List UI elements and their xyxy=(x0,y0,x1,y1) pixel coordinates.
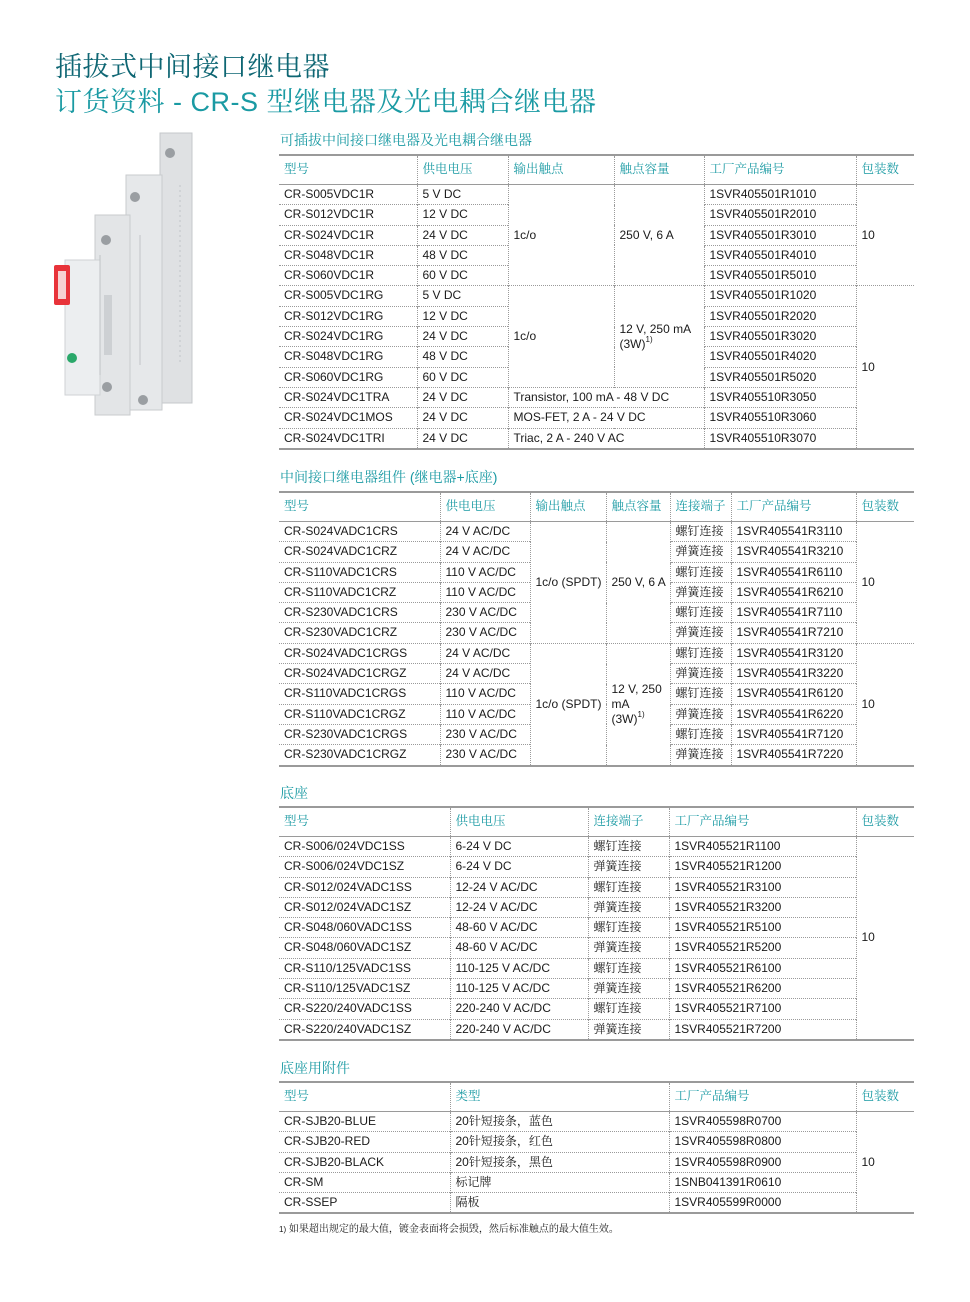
code-cell: 1SVR405501R2020 xyxy=(704,306,856,326)
code-cell: 1SVR405521R5200 xyxy=(669,938,856,958)
code-cell: 1SVR405501R5010 xyxy=(704,266,856,286)
voltage-cell: 48-60 V AC/DC xyxy=(450,918,588,938)
code-cell: 1SVR405510R3070 xyxy=(704,428,856,449)
code-cell: 1SVR405541R6120 xyxy=(731,684,856,704)
code-cell: 1SVR405521R3100 xyxy=(669,877,856,897)
model-cell: CR-S012VDC1R xyxy=(279,205,417,225)
output-cell: 1c/o xyxy=(508,185,614,286)
col-header-output: 输出触点 xyxy=(508,155,614,185)
table-row xyxy=(279,857,914,877)
table-row xyxy=(279,897,914,917)
voltage-cell: 220-240 V AC/DC xyxy=(450,1019,588,1040)
terminal-cell: 螺钉连接 xyxy=(670,522,731,542)
terminal-cell: 螺钉连接 xyxy=(670,724,731,744)
capacity-cell xyxy=(614,286,704,387)
code-cell: 1SVR405541R3210 xyxy=(731,542,856,562)
model-cell: CR-S024VDC1MOS xyxy=(279,408,417,428)
voltage-cell: 6-24 V DC xyxy=(450,857,588,877)
voltage-cell: 110 V AC/DC xyxy=(440,704,530,724)
code-cell: 1SVR405501R3020 xyxy=(704,327,856,347)
voltage-cell: 60 V DC xyxy=(417,367,508,387)
col-header-pack: 包装数 xyxy=(856,492,914,522)
voltage-cell: 12 V DC xyxy=(417,205,508,225)
socket-table xyxy=(279,806,914,1041)
col-header-pack: 包装数 xyxy=(856,155,914,185)
code-cell: 1SVR405541R6210 xyxy=(731,582,856,602)
section-title-accessories: 底座用附件 xyxy=(280,1060,350,1076)
table-row xyxy=(279,1132,914,1152)
code-cell: 1SVR405521R6100 xyxy=(669,958,856,978)
code-cell: 1SVR405510R3050 xyxy=(704,387,856,407)
col-header-terminal: 连接端子 xyxy=(588,807,669,837)
table-row xyxy=(279,918,914,938)
voltage-cell: 110-125 V AC/DC xyxy=(450,979,588,999)
terminal-cell: 螺钉连接 xyxy=(670,684,731,704)
code-cell: 1SVR405501R1020 xyxy=(704,286,856,306)
code-cell: 1SVR405541R3220 xyxy=(731,664,856,684)
pack-cell: 10 xyxy=(856,1112,914,1214)
pack-cell: 10 xyxy=(856,286,914,449)
col-header-code: 工厂产品编号 xyxy=(669,807,856,837)
col-header-code: 工厂产品编号 xyxy=(669,1082,856,1112)
code-cell: 1SVR405510R3060 xyxy=(704,408,856,428)
code-cell: 1SVR405521R7200 xyxy=(669,1019,856,1040)
output-cell: 1c/o (SPDT) xyxy=(530,643,606,765)
page-title: 插拔式中间接口继电器 xyxy=(55,52,330,82)
pack-cell: 10 xyxy=(856,522,914,644)
table-row xyxy=(279,408,914,428)
capacity-cell xyxy=(606,643,670,765)
code-cell: 1SVR405599R0000 xyxy=(669,1193,856,1214)
voltage-cell: 230 V AC/DC xyxy=(440,603,530,623)
code-cell: 1SVR405521R5100 xyxy=(669,918,856,938)
model-cell: CR-S024VADC1CRGS xyxy=(279,643,440,663)
accessory-table xyxy=(279,1081,914,1214)
pack-cell: 10 xyxy=(856,185,914,286)
col-header-capacity: 触点容量 xyxy=(606,492,670,522)
terminal-cell: 螺钉连接 xyxy=(670,562,731,582)
code-cell: 1SVR405598R0800 xyxy=(669,1132,856,1152)
voltage-cell: 110 V AC/DC xyxy=(440,684,530,704)
voltage-cell: 48 V DC xyxy=(417,347,508,367)
table-row xyxy=(279,643,914,663)
voltage-cell: 110 V AC/DC xyxy=(440,562,530,582)
terminal-cell: 弹簧连接 xyxy=(670,704,731,724)
code-cell: 1SVR405501R3010 xyxy=(704,225,856,245)
footnote xyxy=(279,1220,619,1235)
terminal-cell: 螺钉连接 xyxy=(670,603,731,623)
col-header-voltage: 供电电压 xyxy=(440,492,530,522)
capacity-cell: 250 V, 6 A xyxy=(614,185,704,286)
model-cell: CR-S230VADC1CRZ xyxy=(279,623,440,643)
model-cell: CR-SJB20-BLUE xyxy=(284,1114,377,1128)
table-row xyxy=(279,837,914,857)
output-cell: MOS-FET, 2 A - 24 V DC xyxy=(508,408,704,428)
model-cell: CR-S230VADC1CRGS xyxy=(279,724,440,744)
voltage-cell: 24 V AC/DC xyxy=(440,522,530,542)
relay-table xyxy=(279,154,914,450)
table-row xyxy=(279,428,914,449)
voltage-cell: 230 V AC/DC xyxy=(440,623,530,643)
table-row xyxy=(279,185,914,205)
terminal-cell: 弹簧连接 xyxy=(588,979,669,999)
model-cell: CR-S024VDC1TRI xyxy=(279,428,417,449)
footnote-marker: 1) xyxy=(279,1225,287,1234)
code-cell: 1SVR405521R1200 xyxy=(669,857,856,877)
voltage-cell: 24 V AC/DC xyxy=(440,664,530,684)
section-title-sockets: 底座 xyxy=(280,785,308,801)
table-row xyxy=(279,1172,914,1192)
model-cell: CR-S006/024VDC1SZ xyxy=(279,857,450,877)
table-row xyxy=(279,1152,914,1172)
code-cell: 1SVR405541R3110 xyxy=(731,522,856,542)
col-header-code: 工厂产品编号 xyxy=(731,492,856,522)
model-cell: CR-S024VADC1CRS xyxy=(284,524,398,538)
model-cell: CR-S060VDC1R xyxy=(279,266,417,286)
type-cell: 标记牌 xyxy=(450,1172,669,1192)
terminal-cell: 螺钉连接 xyxy=(588,999,669,1019)
code-cell: 1SVR405521R1100 xyxy=(669,837,856,857)
footnote-ref: 1) xyxy=(637,709,645,719)
output-cell: Triac, 2 A - 240 V AC xyxy=(508,428,704,449)
capacity-value: 12 V, 250 mA (3W) xyxy=(619,321,691,351)
model-cell: CR-S006/024VDC1SS xyxy=(284,839,405,853)
footnote-ref: 1) xyxy=(645,334,653,344)
capacity-cell: 250 V, 6 A xyxy=(606,522,670,644)
model-cell: CR-S005VDC1R xyxy=(284,187,375,201)
table-row xyxy=(279,286,914,306)
capacity-value: 12 V, 250 mA (3W) xyxy=(611,681,662,726)
table-row xyxy=(279,877,914,897)
pack-cell: 10 xyxy=(856,643,914,765)
terminal-cell: 弹簧连接 xyxy=(588,857,669,877)
voltage-cell: 110 V AC/DC xyxy=(440,582,530,602)
terminal-cell: 弹簧连接 xyxy=(670,745,731,766)
col-header-voltage: 供电电压 xyxy=(450,807,588,837)
terminal-cell: 弹簧连接 xyxy=(670,582,731,602)
output-cell: 1c/o (SPDT) xyxy=(530,522,606,644)
model-cell: CR-S110/125VADC1SS xyxy=(279,958,450,978)
voltage-cell: 24 V AC/DC xyxy=(440,643,530,663)
model-cell: CR-S024VADC1CRZ xyxy=(279,542,440,562)
code-cell: 1SVR405541R6220 xyxy=(731,704,856,724)
model-cell: CR-S048VDC1RG xyxy=(279,347,417,367)
model-cell: CR-S012VDC1RG xyxy=(279,306,417,326)
model-cell: CR-S024VDC1RG xyxy=(279,327,417,347)
output-cell: 1c/o xyxy=(508,286,614,387)
table-row xyxy=(279,938,914,958)
terminal-cell: 螺钉连接 xyxy=(588,918,669,938)
model-cell: CR-S048/060VADC1SS xyxy=(279,918,450,938)
voltage-cell: 230 V AC/DC xyxy=(440,745,530,766)
section-title-relays: 可插拔中间接口继电器及光电耦合继电器 xyxy=(280,132,532,148)
col-header-model: 型号 xyxy=(279,155,417,185)
table-row xyxy=(279,979,914,999)
col-header-model: 型号 xyxy=(279,1082,450,1112)
code-cell: 1SNB041391R0610 xyxy=(669,1172,856,1192)
terminal-cell: 弹簧连接 xyxy=(588,1019,669,1040)
col-header-type: 类型 xyxy=(450,1082,669,1112)
table-row xyxy=(279,958,914,978)
voltage-cell: 48 V DC xyxy=(417,245,508,265)
code-cell: 1SVR405541R3120 xyxy=(731,643,856,663)
footnote-text: 如果超出规定的最大值，镀金表面将会损毁，然后标准触点的最大值生效。 xyxy=(288,1224,619,1235)
terminal-cell: 螺钉连接 xyxy=(670,643,731,663)
col-header-model: 型号 xyxy=(279,807,450,837)
relay-product-image xyxy=(40,125,210,420)
relay-kit-table xyxy=(279,491,914,767)
model-cell: CR-S048VDC1R xyxy=(279,245,417,265)
col-header-terminal: 连接端子 xyxy=(670,492,731,522)
code-cell: 1SVR405501R2010 xyxy=(704,205,856,225)
code-cell: 1SVR405598R0900 xyxy=(669,1152,856,1172)
terminal-cell: 弹簧连接 xyxy=(670,623,731,643)
code-cell: 1SVR405521R3200 xyxy=(669,897,856,917)
voltage-cell: 24 V AC/DC xyxy=(440,542,530,562)
voltage-cell: 60 V DC xyxy=(417,266,508,286)
model-cell: CR-S024VDC1R xyxy=(279,225,417,245)
model-cell: CR-SJB20-RED xyxy=(279,1132,450,1152)
code-cell: 1SVR405541R6110 xyxy=(731,562,856,582)
voltage-cell: 5 V DC xyxy=(417,286,508,306)
model-cell: CR-SSEP xyxy=(279,1193,450,1214)
terminal-cell: 弹簧连接 xyxy=(670,542,731,562)
code-cell: 1SVR405541R7220 xyxy=(731,745,856,766)
page-subtitle: 订货资料 - CR-S 型继电器及光电耦合继电器 xyxy=(55,87,597,117)
voltage-cell: 12-24 V AC/DC xyxy=(450,897,588,917)
voltage-cell: 5 V DC xyxy=(417,185,508,205)
type-cell: 20针短接条，蓝色 xyxy=(450,1112,669,1132)
table-row xyxy=(279,1112,914,1132)
table-row xyxy=(279,999,914,1019)
code-cell: 1SVR405521R6200 xyxy=(669,979,856,999)
model-cell: CR-S220/240VADC1SS xyxy=(279,999,450,1019)
model-cell: CR-S220/240VADC1SZ xyxy=(279,1019,450,1040)
type-cell: 20针短接条，黑色 xyxy=(450,1152,669,1172)
model-cell: CR-S110VADC1CRGS xyxy=(279,684,440,704)
model-cell: CR-S024VDC1TRA xyxy=(279,387,417,407)
section-title-relay-kits: 中间接口继电器组件 (继电器+底座) xyxy=(280,469,498,485)
code-cell: 1SVR405541R7120 xyxy=(731,724,856,744)
terminal-cell: 弹簧连接 xyxy=(670,664,731,684)
col-header-code: 工厂产品编号 xyxy=(704,155,856,185)
voltage-cell: 12-24 V AC/DC xyxy=(450,877,588,897)
model-cell: CR-S024VADC1CRGZ xyxy=(279,664,440,684)
voltage-cell: 24 V DC xyxy=(417,408,508,428)
model-cell: CR-S048/060VADC1SZ xyxy=(279,938,450,958)
terminal-cell: 螺钉连接 xyxy=(588,837,669,857)
voltage-cell: 110-125 V AC/DC xyxy=(450,958,588,978)
col-header-voltage: 供电电压 xyxy=(417,155,508,185)
code-cell: 1SVR405521R7100 xyxy=(669,999,856,1019)
code-cell: 1SVR405541R7110 xyxy=(731,603,856,623)
type-cell: 20针短接条，红色 xyxy=(450,1132,669,1152)
voltage-cell: 24 V DC xyxy=(417,428,508,449)
voltage-cell: 24 V DC xyxy=(417,225,508,245)
terminal-cell: 螺钉连接 xyxy=(588,958,669,978)
model-cell: CR-S005VDC1RG xyxy=(279,286,417,306)
code-cell: 1SVR405501R4010 xyxy=(704,245,856,265)
table-row xyxy=(279,387,914,407)
code-cell: 1SVR405501R1010 xyxy=(704,185,856,205)
model-cell: CR-S060VDC1RG xyxy=(279,367,417,387)
model-cell: CR-S230VADC1CRS xyxy=(279,603,440,623)
model-cell: CR-S230VADC1CRGZ xyxy=(279,745,440,766)
terminal-cell: 弹簧连接 xyxy=(588,897,669,917)
voltage-cell: 230 V AC/DC xyxy=(440,724,530,744)
model-cell: CR-SJB20-BLACK xyxy=(279,1152,450,1172)
code-cell: 1SVR405501R4020 xyxy=(704,347,856,367)
table-row xyxy=(279,522,914,542)
type-cell: 隔板 xyxy=(450,1193,669,1214)
model-cell: CR-S110VADC1CRS xyxy=(279,562,440,582)
col-header-capacity: 触点容量 xyxy=(614,155,704,185)
voltage-cell: 12 V DC xyxy=(417,306,508,326)
voltage-cell: 6-24 V DC xyxy=(450,837,588,857)
code-cell: 1SVR405598R0700 xyxy=(669,1112,856,1132)
model-cell: CR-S012/024VADC1SS xyxy=(279,877,450,897)
output-cell: Transistor, 100 mA - 48 V DC xyxy=(508,387,704,407)
code-cell: 1SVR405501R5020 xyxy=(704,367,856,387)
table-row xyxy=(279,1193,914,1214)
voltage-cell: 220-240 V AC/DC xyxy=(450,999,588,1019)
model-cell: CR-S110VADC1CRGZ xyxy=(279,704,440,724)
col-header-pack: 包装数 xyxy=(856,1082,914,1112)
voltage-cell: 24 V DC xyxy=(417,387,508,407)
terminal-cell: 螺钉连接 xyxy=(588,877,669,897)
code-cell: 1SVR405541R7210 xyxy=(731,623,856,643)
model-cell: CR-S012/024VADC1SZ xyxy=(279,897,450,917)
table-row xyxy=(279,1019,914,1040)
terminal-cell: 弹簧连接 xyxy=(588,938,669,958)
model-cell: CR-S110/125VADC1SZ xyxy=(279,979,450,999)
col-header-output: 输出触点 xyxy=(530,492,606,522)
voltage-cell: 24 V DC xyxy=(417,327,508,347)
model-cell: CR-S110VADC1CRZ xyxy=(279,582,440,602)
col-header-model: 型号 xyxy=(279,492,440,522)
col-header-pack: 包装数 xyxy=(856,807,914,837)
voltage-cell: 48-60 V AC/DC xyxy=(450,938,588,958)
model-cell: CR-SM xyxy=(279,1172,450,1192)
pack-cell: 10 xyxy=(856,837,914,1040)
